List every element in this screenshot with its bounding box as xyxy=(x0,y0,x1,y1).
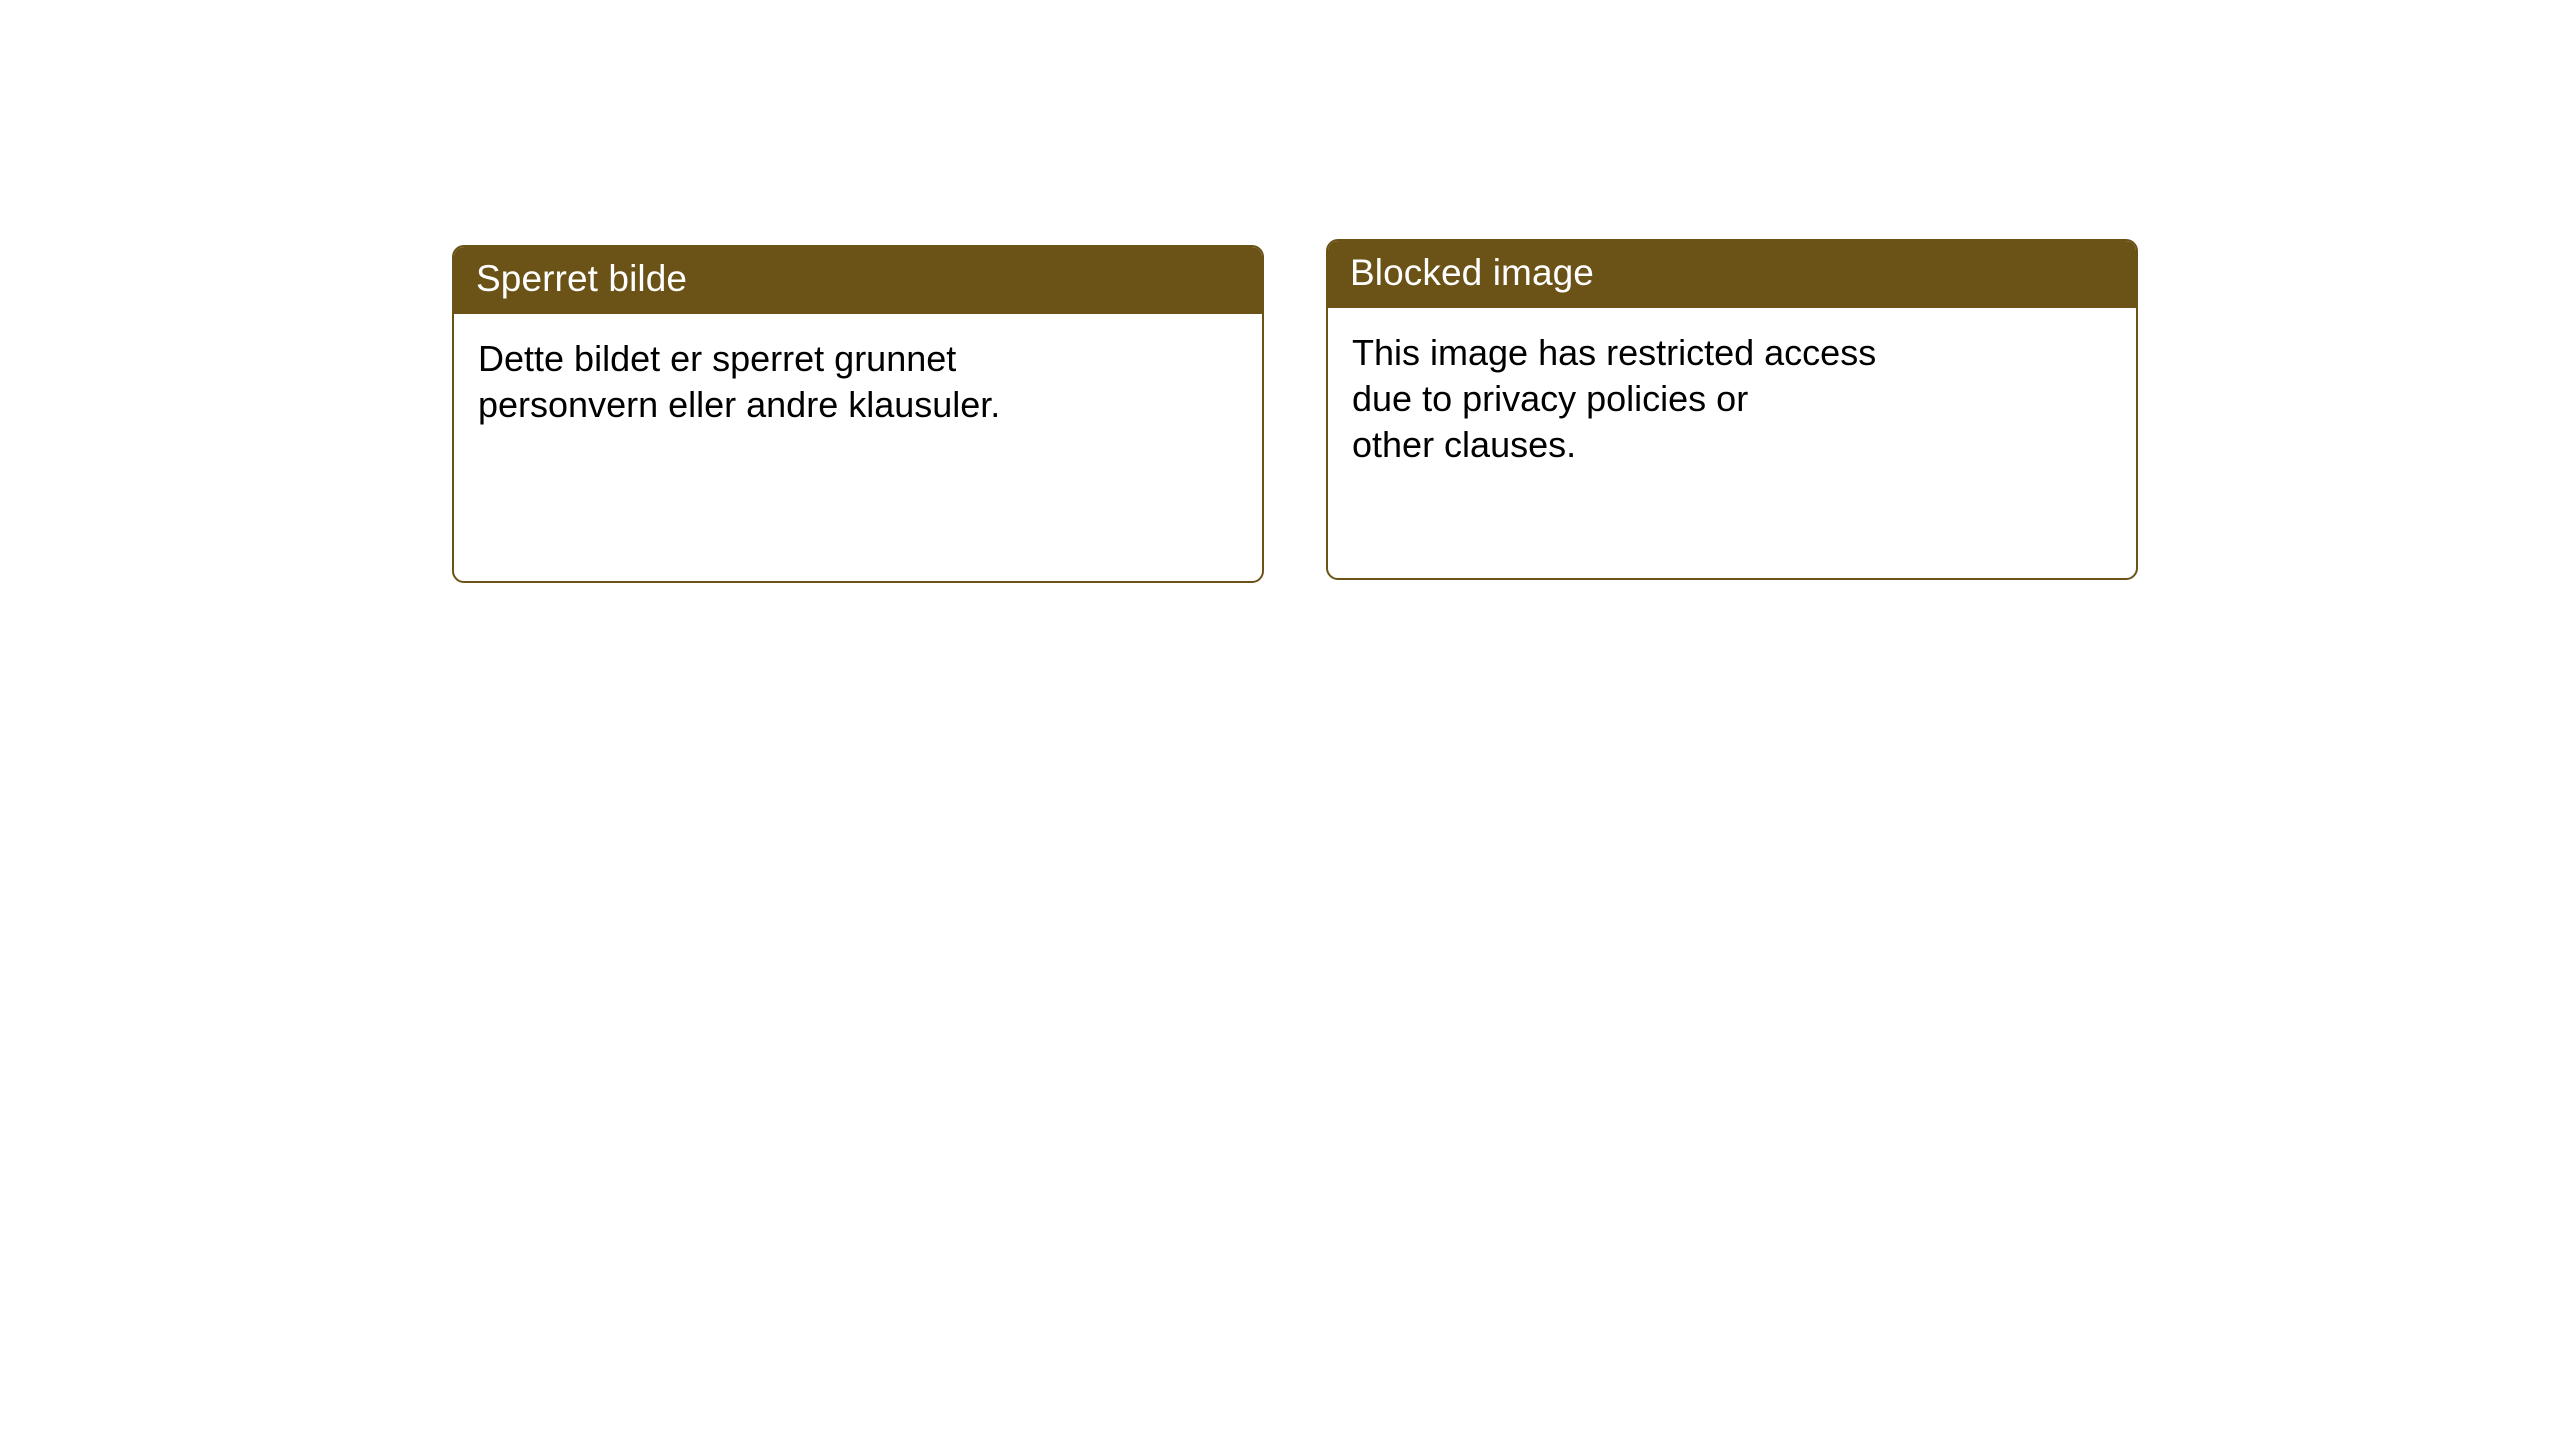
notice-body-line: due to privacy policies or xyxy=(1352,378,1749,420)
blocked-image-notice-body-en xyxy=(1328,308,2136,468)
blocked-image-notice-title-no: Sperret bilde xyxy=(454,247,1262,314)
blocked-image-notice-card-en xyxy=(1326,239,2138,580)
blocked-image-notice-body-no xyxy=(454,314,1262,428)
notice-body-line: personvern eller andre klausuler. xyxy=(478,384,1001,426)
notice-body-line: This image has restricted access xyxy=(1352,332,1877,373)
notice-body-line: Dette bildet er sperret grunnet xyxy=(478,338,957,379)
blocked-image-notice-card-no xyxy=(452,245,1264,583)
blocked-image-notice-title-en: Blocked image xyxy=(1328,241,2136,308)
notice-body-line: other clauses. xyxy=(1352,424,1577,466)
